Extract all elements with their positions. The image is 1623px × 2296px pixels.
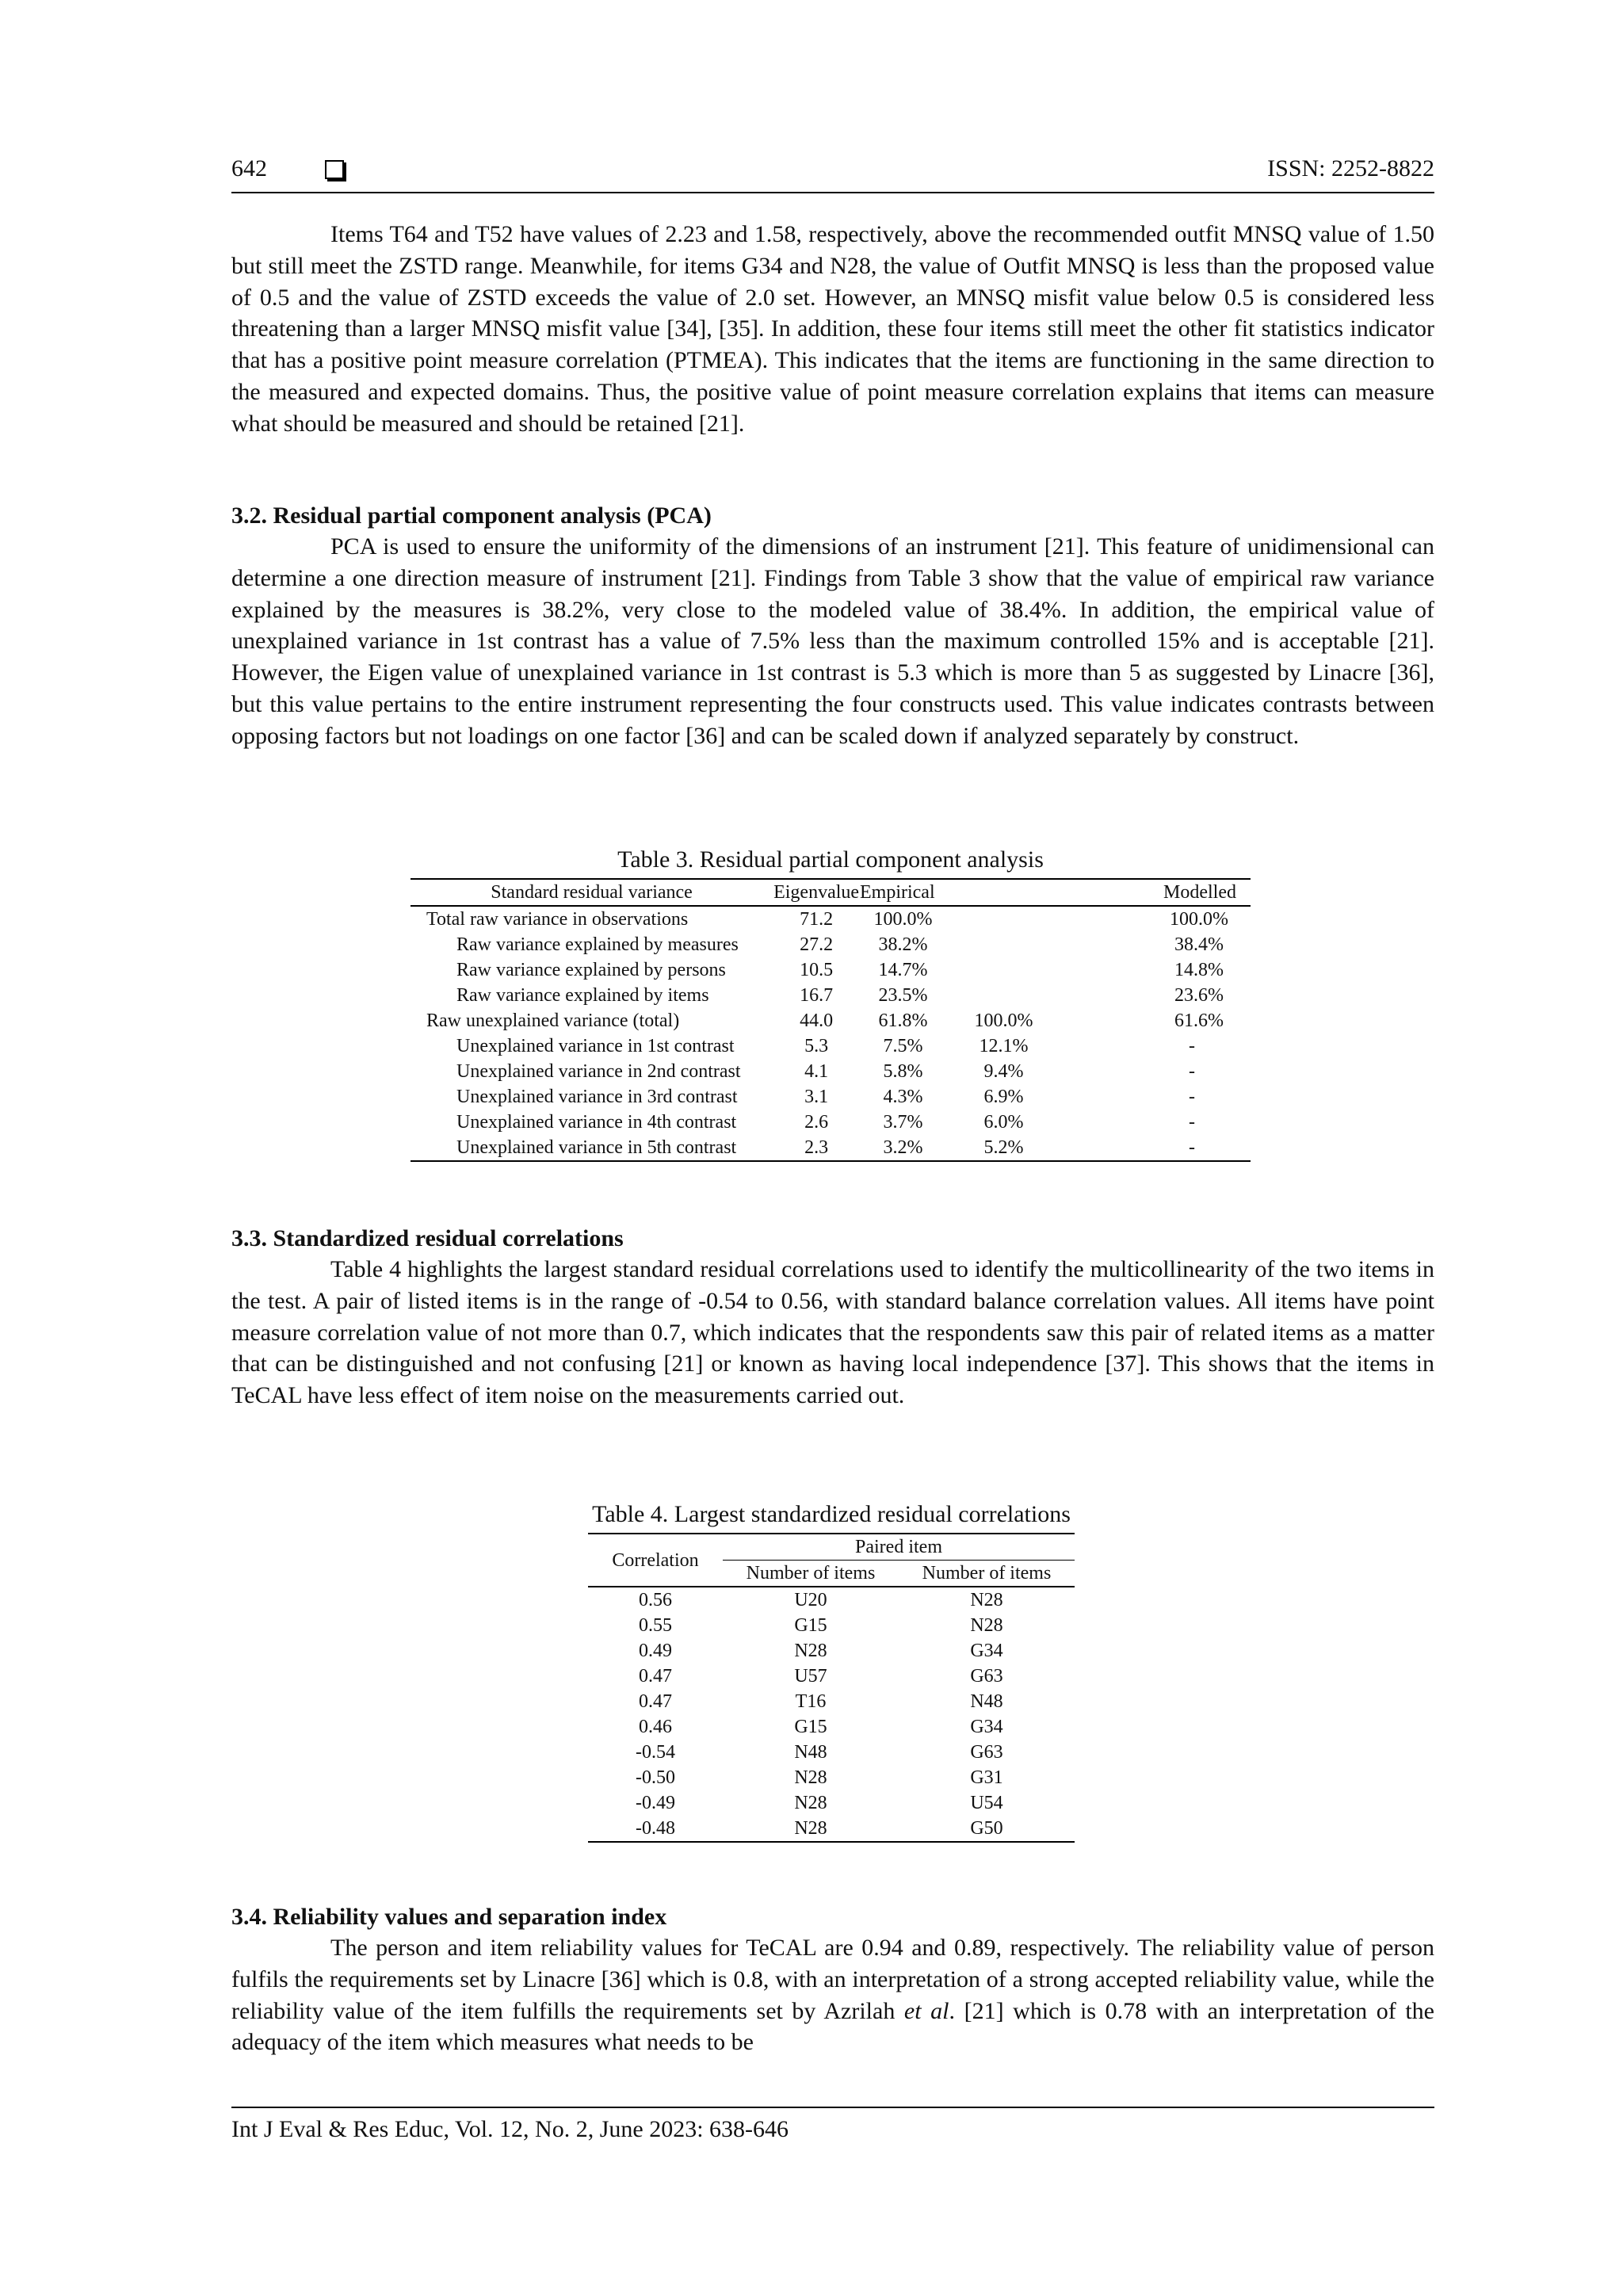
table-row bbox=[411, 1110, 1251, 1135]
table3-cell: 27.2 bbox=[800, 934, 834, 955]
table3-cell: Raw variance explained by persons bbox=[456, 960, 726, 980]
table3-cell: 3.2% bbox=[883, 1137, 923, 1158]
table3-cell: - bbox=[1189, 1036, 1195, 1056]
table3-cell: Unexplained variance in 1st contrast bbox=[456, 1036, 735, 1056]
table3-cell: Unexplained variance in 2nd contrast bbox=[456, 1061, 741, 1082]
table3-cell: 5.8% bbox=[883, 1061, 923, 1082]
paragraph-residual-correlations: Table 4 highlights the largest standard residual correlations used to identify the multicollinearity of the two items in the test. A pair of listed items is in the range of -0.54 to 0.56, with standard balance correlation values. All items have point measure correlation value of not more than 0.7, which indicates that the respondents saw this pair of related items as a matter that can be distinguished and not confusing [21] or known as having local independence [37]. This shows that the items in TeCAL have less effect of item noise on the measurements carried out. bbox=[231, 1256, 1434, 1409]
section-heading-3-2: 3.2. Residual partial component analysis (PCA) bbox=[231, 502, 712, 529]
table3-cell bbox=[946, 932, 1061, 957]
table3-cell: 23.5% bbox=[878, 985, 928, 1006]
table-row bbox=[588, 1816, 1075, 1842]
table4-cell: U57 bbox=[794, 1666, 827, 1687]
table3-cell: 4.3% bbox=[883, 1087, 923, 1107]
table4-header-correlation: Correlation bbox=[588, 1534, 723, 1587]
table3-cell: Unexplained variance in 4th contrast bbox=[456, 1112, 737, 1133]
table-row bbox=[411, 1008, 1251, 1033]
table3-cell: 38.2% bbox=[878, 934, 928, 955]
table3-cell: 9.4% bbox=[983, 1061, 1024, 1082]
table3-cell: Total raw variance in observations bbox=[426, 909, 689, 930]
table4-cell: G31 bbox=[970, 1767, 1003, 1788]
table-row bbox=[411, 1084, 1251, 1110]
table4 bbox=[588, 1533, 1075, 1843]
table4-cell: N28 bbox=[794, 1641, 827, 1661]
table3-header: Standard residual variance bbox=[411, 879, 773, 906]
table3-cell: Raw unexplained variance (total) bbox=[426, 1010, 680, 1031]
table4-cell: N28 bbox=[794, 1793, 827, 1813]
table3-header bbox=[946, 879, 1061, 906]
table3-cell: 7.5% bbox=[883, 1036, 923, 1056]
section-heading-3-3: 3.3. Standardized residual correlations bbox=[231, 1225, 624, 1251]
table4-cell: -0.48 bbox=[636, 1818, 675, 1839]
table4-cell: G34 bbox=[970, 1717, 1003, 1737]
table3-cell: Unexplained variance in 5th contrast bbox=[456, 1137, 737, 1158]
table-row bbox=[411, 1135, 1251, 1161]
table-row bbox=[588, 1790, 1075, 1816]
table-row bbox=[588, 1765, 1075, 1790]
table-row bbox=[588, 1613, 1075, 1638]
table-row bbox=[411, 1033, 1251, 1059]
table4-cell: U54 bbox=[970, 1793, 1003, 1813]
table3-cell: - bbox=[1189, 1137, 1195, 1158]
table4-cell: G34 bbox=[970, 1641, 1003, 1661]
table3-cell: 100.0% bbox=[873, 909, 933, 930]
table3-cell: 6.9% bbox=[983, 1087, 1024, 1107]
table3-header: Modelled bbox=[1061, 879, 1251, 906]
table3-cell: 14.8% bbox=[1174, 960, 1224, 980]
table3-cell bbox=[946, 983, 1061, 1008]
section-heading-3-4: 3.4. Reliability values and separation index bbox=[231, 1904, 667, 1930]
table-row bbox=[411, 932, 1251, 957]
table-row bbox=[411, 1059, 1251, 1084]
table4-cell: G15 bbox=[794, 1615, 827, 1636]
table4-cell: G15 bbox=[794, 1717, 827, 1737]
table3-cell: Raw variance explained by measures bbox=[456, 934, 739, 955]
table3-cell: 3.7% bbox=[883, 1112, 923, 1133]
table4-cell: 0.55 bbox=[639, 1615, 672, 1636]
table3-cell: - bbox=[1189, 1112, 1195, 1133]
page-number: 642 bbox=[231, 155, 267, 181]
table4-cell: G63 bbox=[970, 1742, 1003, 1763]
table3 bbox=[411, 878, 1251, 1162]
table3-header: Empirical bbox=[860, 879, 946, 906]
table4-cell: 0.49 bbox=[639, 1641, 672, 1661]
table4-cell: N28 bbox=[794, 1767, 827, 1788]
table-row bbox=[411, 957, 1251, 983]
table3-cell: 5.3 bbox=[804, 1036, 829, 1056]
table4-cell: -0.54 bbox=[636, 1742, 675, 1763]
table-row bbox=[588, 1689, 1075, 1714]
page-header bbox=[231, 155, 1434, 193]
table3-cell: 4.1 bbox=[804, 1061, 829, 1082]
table4-header-paired: Paired item bbox=[723, 1534, 1075, 1561]
table-row bbox=[588, 1664, 1075, 1689]
table3-cell: 38.4% bbox=[1174, 934, 1224, 955]
table3-cell: Unexplained variance in 3rd contrast bbox=[456, 1087, 738, 1107]
page-footer: Int J Eval & Res Educ, Vol. 12, No. 2, June 2023: 638-646 bbox=[231, 2107, 1434, 2143]
table4-cell: 0.56 bbox=[639, 1590, 672, 1610]
table3-cell: 100.0% bbox=[974, 1010, 1033, 1031]
table4-cell: -0.50 bbox=[636, 1767, 675, 1788]
table3-cell: 6.0% bbox=[983, 1112, 1024, 1133]
table3-cell: 61.8% bbox=[878, 1010, 928, 1031]
table4-subheader: Number of items bbox=[899, 1561, 1075, 1587]
table4-cell: T16 bbox=[795, 1691, 827, 1712]
table3-cell: 100.0% bbox=[1170, 909, 1228, 930]
table3-cell: Raw variance explained by items bbox=[456, 985, 709, 1006]
table4-cell: N48 bbox=[970, 1691, 1003, 1712]
table3-cell bbox=[946, 957, 1061, 983]
table4-cell: 0.47 bbox=[639, 1666, 672, 1687]
table-row bbox=[588, 1740, 1075, 1765]
table3-header-row bbox=[411, 879, 1251, 906]
table3-cell: 5.2% bbox=[983, 1137, 1024, 1158]
table4-cell: -0.49 bbox=[636, 1793, 675, 1813]
table-row bbox=[588, 1587, 1075, 1613]
table3-cell: 71.2 bbox=[800, 909, 834, 930]
table-row bbox=[588, 1714, 1075, 1740]
table-row bbox=[588, 1638, 1075, 1664]
table3-caption: Table 3. Residual partial component analysis bbox=[617, 846, 1044, 873]
paragraph-outfit-items: Items T64 and T52 have values of 2.23 and 1.58, respectively, above the recommended outfit MNSQ value of 1.50 but still meet the ZSTD range. Meanwhile, for items G34 and N28, the value of Outfit MNSQ is less than the proposed value of 0.5 and the value of ZSTD exceeds the value of 2.0 set. However, an MNSQ misfit value below 0.5 is considered less threatening than a larger MNSQ misfit value [34], [35]. In addition, these four items still meet the other fit statistics indicator that has a positive point measure correlation (PTMEA). This indicates that the items are functioning in the same direction to the measured and expected domains. Thus, the positive value of point measure correlation explains that items can measure what should be measured and should be retained [21]. bbox=[231, 221, 1434, 437]
issn: ISSN: 2252-8822 bbox=[1267, 155, 1434, 181]
et-al: et al bbox=[903, 1997, 949, 2024]
table3-cell: 10.5 bbox=[800, 960, 834, 980]
table4-cell: 0.47 bbox=[639, 1691, 672, 1712]
table3-header: Eigenvalue bbox=[773, 879, 860, 906]
paragraph-pca: PCA is used to ensure the uniformity of the dimensions of an instrument [21]. This feature of unidimensional can determine a one direction measure of instrument [21]. Findings from Table 3 show that the value of empirical raw variance explained by the measures is 38.2%, very close to the modeled value of 38.4%. In addition, the empirical value of unexplained variance in 1st contrast has a value of 7.5% less than the maximum controlled 15% and is acceptable [21]. However, the Eigen value of unexplained variance in 1st contrast is 5.3 which is more than 5 as suggested by Linacre [36], but this value pertains to the entire instrument representing the four constructs used. This value indicates contrasts between opposing factors but not loadings on one factor [36] and can be scaled down if analyzed separately by construct. bbox=[231, 533, 1434, 749]
table3-cell: 2.6 bbox=[804, 1112, 829, 1133]
table4-cell: N48 bbox=[794, 1742, 827, 1763]
table3-cell: 61.6% bbox=[1174, 1010, 1224, 1031]
table3-cell: 2.3 bbox=[804, 1137, 829, 1158]
table4-subheader: Number of items bbox=[723, 1561, 899, 1587]
table3-cell: 16.7 bbox=[800, 985, 834, 1006]
table3-cell: - bbox=[1189, 1087, 1195, 1107]
paragraph-reliability: The person and item reliability values for TeCAL are 0.94 and 0.89, respectively. The reliability value of person fulfils the requirements set by Linacre [36] which is 0.8, with an interpretation of a strong accepted reliability value, while the reliability value of the item fulfills the requirements set by Azrilah et al. [21] which is 0.78 with an interpretation of the adequacy of the item which measures what needs to be bbox=[231, 1935, 1434, 2056]
table3-cell: 23.6% bbox=[1174, 985, 1224, 1006]
table3-cell: 12.1% bbox=[979, 1036, 1029, 1056]
table4-cell: G50 bbox=[970, 1818, 1003, 1839]
table-row bbox=[411, 906, 1251, 932]
table4-caption: Table 4. Largest standardized residual correlations bbox=[592, 1501, 1071, 1527]
square-bullet-icon bbox=[325, 160, 344, 179]
table3-cell: - bbox=[1189, 1061, 1195, 1082]
table4-cell: U20 bbox=[794, 1590, 827, 1610]
table-row bbox=[411, 983, 1251, 1008]
table3-cell: 14.7% bbox=[878, 960, 928, 980]
table4-cell: N28 bbox=[970, 1615, 1003, 1636]
table4-cell: N28 bbox=[794, 1818, 827, 1839]
table3-cell: 44.0 bbox=[800, 1010, 834, 1031]
table4-header-row bbox=[588, 1534, 1075, 1561]
table4-cell: G63 bbox=[970, 1666, 1003, 1687]
table4-cell: N28 bbox=[970, 1590, 1003, 1610]
table3-cell: 3.1 bbox=[804, 1087, 829, 1107]
table4-cell: 0.46 bbox=[639, 1717, 672, 1737]
table3-cell bbox=[946, 906, 1061, 932]
